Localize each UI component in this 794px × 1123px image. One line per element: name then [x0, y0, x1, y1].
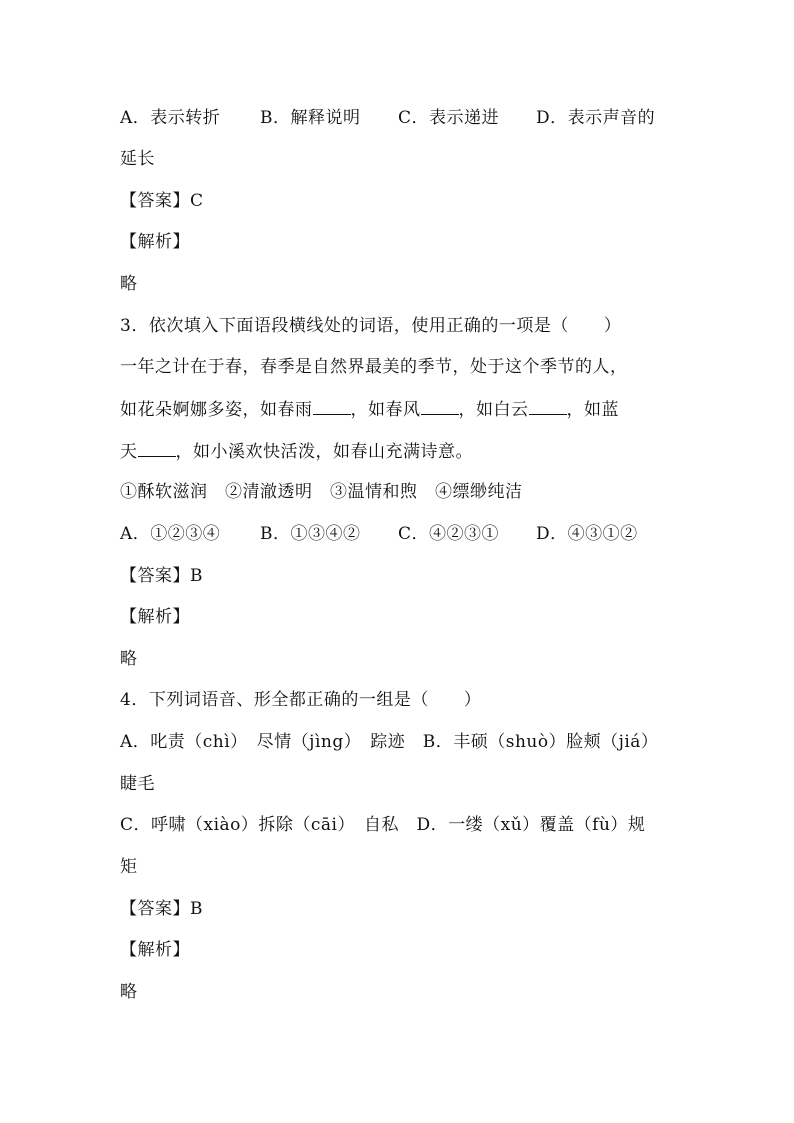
- fill-blank-2: [421, 398, 459, 415]
- q3-answer: 【答案】B: [120, 566, 203, 586]
- q3-choices: ①酥软滋润 ②清澈透明 ③温情和煦 ④缥缈纯洁: [120, 482, 523, 502]
- q2-option-d-continued: 延长: [120, 149, 155, 169]
- q2-option-a: A．表示转折: [120, 108, 221, 128]
- q2-analysis-label: 【解析】: [120, 232, 190, 252]
- fill-blank-1: [313, 398, 351, 415]
- q3-passage-line2: [120, 398, 619, 421]
- q3-option-a: A．①②③④: [120, 524, 221, 544]
- q3-stem: 3．依次填入下面语段横线处的词语，使用正确的一项是（ ）: [120, 316, 622, 336]
- q2-option-d: D．表示声音的: [536, 108, 656, 128]
- q3-passage-text: 如花朵婀娜多姿，如春雨: [120, 400, 313, 420]
- fill-blank-3: [529, 398, 567, 415]
- q3-passage-line1: 一年之计在于春，春季是自然界最美的季节，处于这个季节的人，: [120, 357, 628, 377]
- q3-option-c: C．④②③①: [398, 524, 500, 544]
- q3-analysis: 略: [120, 649, 138, 669]
- q2-option-c: C．表示递进: [398, 108, 500, 128]
- q4-options-ab-continued: 睫毛: [120, 774, 155, 794]
- q3-passage-text: ，如小溪欢快活泼，如春山充满诗意。: [175, 442, 473, 462]
- q3-passage-text: ，如春风: [350, 400, 421, 420]
- q2-options-row: [120, 107, 655, 129]
- q3-passage-text: ，如蓝: [566, 400, 619, 420]
- q4-answer: 【答案】B: [120, 899, 203, 919]
- q3-option-b: B．①③④②: [260, 524, 361, 544]
- q2-answer: 【答案】C: [120, 191, 204, 211]
- q3-analysis-label: 【解析】: [120, 607, 190, 627]
- q4-stem: 4．下列词语音、形全都正确的一组是（ ）: [120, 690, 482, 710]
- q2-option-b: B．解释说明: [260, 108, 361, 128]
- q4-options-ab: A．叱责（chì） 尽情（jìng） 踪迹 B．丰硕（shuò）脸颊（jiá）: [120, 732, 659, 752]
- q4-analysis: 略: [120, 982, 138, 1002]
- q3-option-d: D．④③①②: [536, 524, 638, 544]
- fill-blank-4: [138, 440, 176, 457]
- q3-passage-text: ，如白云: [458, 400, 529, 420]
- q4-options-cd: C．呼啸（xiào）拆除（cāi） 自私 D．一缕（xǔ）覆盖（fù）规: [120, 815, 646, 835]
- q4-options-cd-continued: 矩: [120, 857, 138, 877]
- q3-passage-text: 天: [120, 442, 138, 462]
- q3-passage-line3: [120, 440, 473, 463]
- q2-analysis: 略: [120, 274, 138, 294]
- q4-analysis-label: 【解析】: [120, 940, 190, 960]
- q3-options-row: [120, 523, 638, 545]
